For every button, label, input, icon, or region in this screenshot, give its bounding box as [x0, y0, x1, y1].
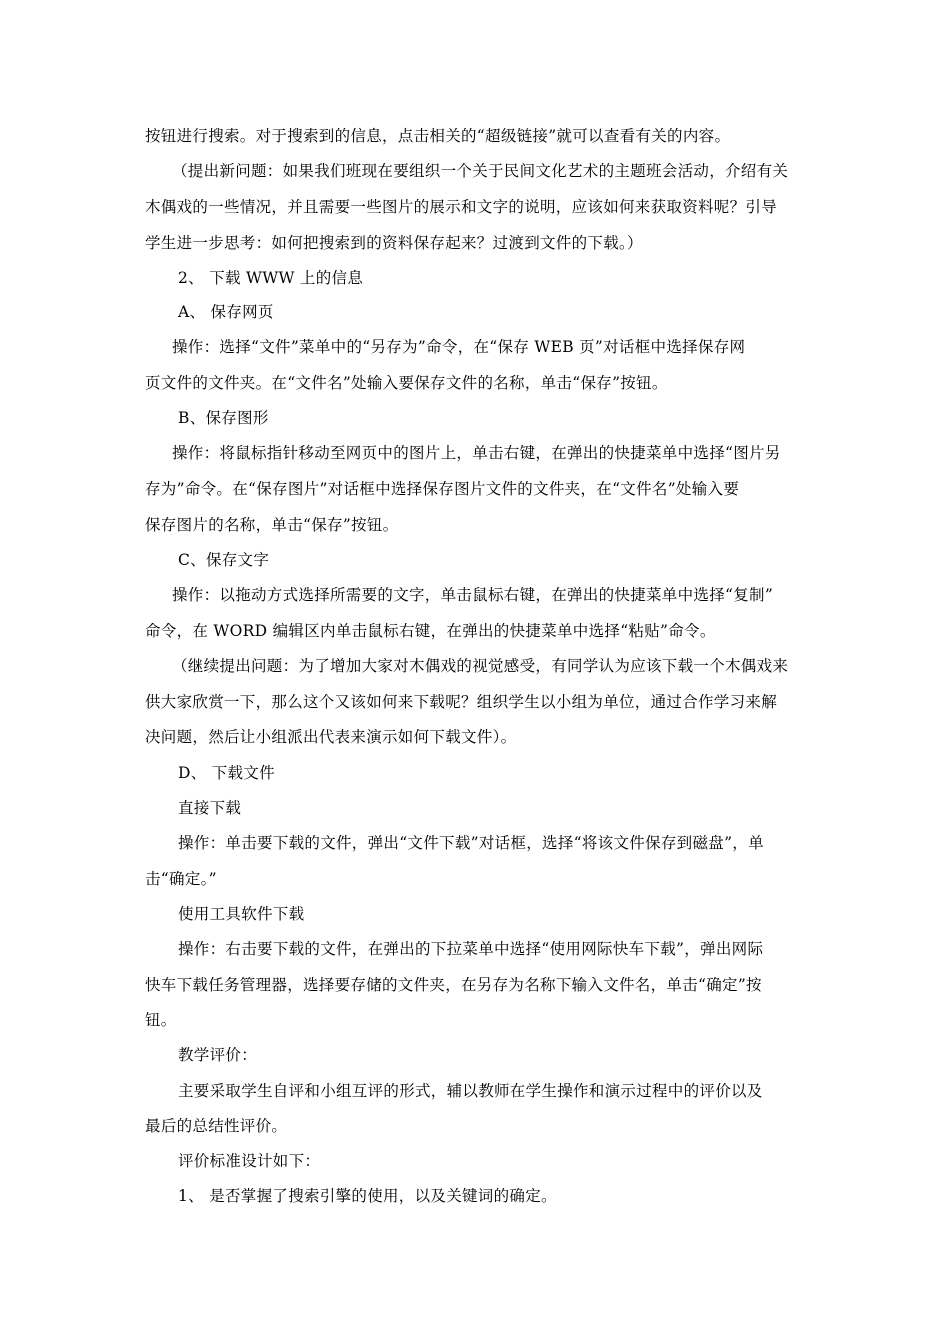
paragraph-line: 木偶戏的一些情况，并且需要一些图片的展示和文字的说明，应该如何来获取资料呢？引导 — [145, 198, 778, 216]
subsection-heading: B、保存图形 — [178, 409, 269, 427]
paragraph-line: 学生进一步思考：如何把搜索到的资料保存起来？过渡到文件的下载。） — [145, 234, 643, 252]
section-heading: 教学评价： — [178, 1046, 258, 1064]
paragraph-line: 使用工具软件下载 — [178, 905, 305, 923]
paragraph-line: 操作：将鼠标指针移动至网页中的图片上，单击右键，在弹出的快捷菜单中选择“图片另 — [172, 444, 781, 462]
paragraph-line: 评价标准设计如下： — [178, 1152, 321, 1170]
subsection-heading: C、保存文字 — [178, 551, 270, 569]
paragraph-line: 操作：单击要下载的文件，弹出“文件下载”对话框，选择“将该文件保存到磁盘”，单 — [178, 834, 764, 852]
paragraph-line: 按钮进行搜索。对于搜索到的信息，点击相关的“超级链接”就可以查看有关的内容。 — [145, 127, 731, 145]
paragraph-line: 供大家欣赏一下，那么这个又该如何来下载呢？组织学生以小组为单位，通过合作学习来解 — [145, 693, 778, 711]
paragraph-line: 决问题，然后让小组派出代表来演示如何下载文件）。 — [145, 728, 517, 746]
paragraph-line: 最后的总结性评价。 — [145, 1117, 288, 1135]
paragraph-line: 保存图片的名称，单击“保存”按钮。 — [145, 516, 399, 534]
paragraph-line: 操作：右击要下载的文件，在弹出的下拉菜单中选择“使用网际快车下载”，弹出网际 — [178, 940, 764, 958]
paragraph-line: 存为”命令。在“保存图片”对话框中选择保存图片文件的文件夹，在“文件名”处输入要 — [145, 480, 740, 498]
paragraph-line: 击“确定。” — [145, 870, 217, 888]
subsection-heading: D、 下载文件 — [178, 764, 275, 782]
paragraph-line: 页文件的文件夹。在“文件名”处输入要保存文件的名称，单击“保存”按钮。 — [145, 374, 668, 392]
list-item: 1、 是否掌握了搜索引擎的使用，以及关键词的确定。 — [178, 1187, 557, 1205]
paragraph-line: 钮。 — [145, 1011, 177, 1029]
paragraph-line: 操作：选择“文件”菜单中的“另存为”命令，在“保存 WEB 页”对话框中选择保存网 — [172, 338, 746, 356]
paragraph-line: 命令，在 WORD 编辑区内单击鼠标右键，在弹出的快捷菜单中选择“粘贴”命令。 — [145, 622, 716, 640]
paragraph-line: （提出新问题：如果我们班现在要组织一个关于民间文化艺术的主题班会活动，介绍有关 — [172, 162, 789, 180]
paragraph-line: 直接下载 — [178, 799, 242, 817]
paragraph-line: （继续提出问题：为了增加大家对木偶戏的视觉感受，有同学认为应该下载一个木偶戏来 — [172, 657, 789, 675]
paragraph-line: 主要采取学生自评和小组互评的形式，辅以教师在学生操作和演示过程中的评价以及 — [178, 1082, 763, 1100]
section-heading: 2、 下载 WWW 上的信息 — [178, 269, 364, 287]
paragraph-line: 操作：以拖动方式选择所需要的文字，单击鼠标右键，在弹出的快捷菜单中选择“复制” — [172, 586, 774, 604]
subsection-heading: A、 保存网页 — [178, 303, 274, 321]
paragraph-line: 快车下载任务管理器，选择要存储的文件夹，在另存为名称下输入文件名，单击“确定”按 — [145, 976, 762, 994]
